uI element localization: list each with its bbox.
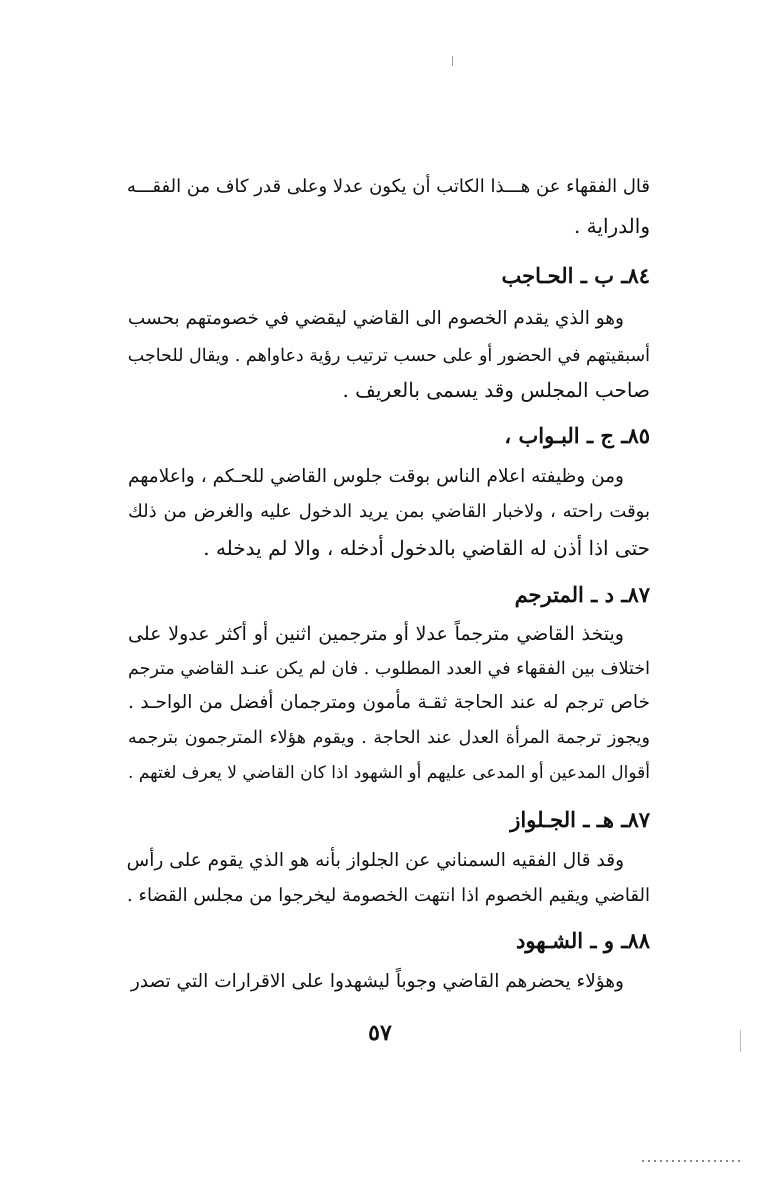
paragraph-line: القاضي ويقيم الخصوم اذا انتهت الخصومة ليخرجوا من مجلس القضاء . [127, 885, 650, 906]
section-heading-hajib: ٨٤ـ ب ـ الحـاجب [501, 263, 650, 288]
paragraph-line: أسبقيتهم في الحضور أو على حسب ترتيب رؤية دعاواهم . ويقال للحاجب [127, 346, 650, 366]
section-heading-shuhud: ٨٨ـ و ـ الشـهود [516, 928, 650, 953]
section-heading-mutarjim: ٨٧ـ د ـ المترجم [514, 582, 650, 607]
paragraph-line: ويجوز ترجمة المرأة العدل عند الحاجة . ويقوم هؤلاء المترجمون بترجمه [128, 728, 650, 748]
scan-mark-right [740, 1030, 741, 1052]
scan-mark-bottom [642, 1160, 742, 1162]
intro-line-1: قال الفقهاء عن هـــذا الكاتب أن يكون عدلا وعلى قدر كاف من الفقـــه [126, 176, 650, 197]
paragraph-line: صاحب المجلس وقد يسمى بالعريف . [342, 378, 650, 402]
page-number: ٥٧ [368, 1020, 392, 1046]
intro-line-2: والدراية . [573, 214, 650, 238]
paragraph-line: ومن وظيفته اعلام الناس بوقت جلوس القاضي للحـكم ، واعلامهم [127, 466, 624, 487]
scan-mark-top [452, 56, 453, 66]
paragraph-line: بوقت راحته ، ولاخبار القاضي بمن يريد الدخول عليه والغرض من ذلك [128, 501, 650, 522]
section-heading-bawwab: ٨٥ـ ج ـ البـواب ، [504, 423, 650, 448]
paragraph-line: اختلاف بين الفقهاء في العدد المطلوب . فان لم يكن عنـد القاضي مترجم [128, 659, 650, 679]
paragraph-line: أقوال المدعين أو المدعى عليهم أو الشهود اذا كان القاضي لا يعرف لغتهم . [128, 763, 650, 783]
paragraph-line: وهو الذي يقدم الخصوم الى القاضي ليقضي في خصومتهم بحسب [127, 308, 624, 329]
paragraph-line: خاص ترجم له عند الحاجة ثقـة مأمون ومترجمان أفضل من الواحـد . [128, 692, 650, 713]
section-heading-jilwaz: ٨٧ـ هـ ـ الجـلواز [510, 807, 650, 832]
paragraph-line: وقد قال الفقيه السمناني عن الجلواز بأنه هو الذي يقوم على رأس [126, 850, 624, 871]
paragraph-line: ويتخذ القاضي مترجماً عدلا أو مترجمين اثنين أو أكثر عدولا على [128, 623, 624, 645]
paragraph-line: وهؤلاء يحضرهم القاضي وجوباً ليشهدوا على الاقرارات التي تصدر [130, 971, 624, 992]
paragraph-line: حتى اذا أذن له القاضي بالدخول أدخله ، والا لم يدخله . [203, 536, 650, 560]
